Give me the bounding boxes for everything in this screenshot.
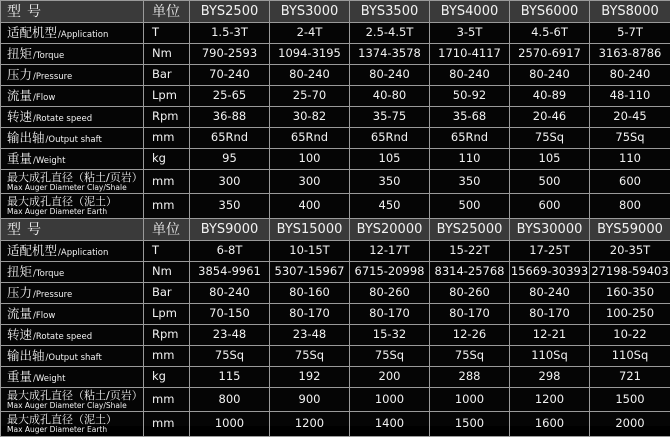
spec-label-en: Max Auger Diameter Clay/Shale — [7, 402, 143, 410]
spec-label-cn: 重量 — [7, 369, 32, 384]
model-name: BYS3000 — [270, 1, 350, 23]
spec-value: 6-8T — [190, 241, 270, 262]
spec-label-en: Max Auger Diameter Earth — [7, 208, 143, 216]
spec-value: 80-240 — [510, 65, 590, 86]
model-name: BYS4000 — [430, 1, 510, 23]
spec-value: 2-4T — [270, 23, 350, 44]
spec-label-en: /Weight — [33, 156, 65, 166]
spec-label-cn: 输出轴 — [7, 348, 45, 363]
spec-table-body — [1, 1, 670, 437]
model-name: BYS20000 — [350, 219, 430, 241]
spec-unit: mm — [144, 388, 190, 412]
spec-value: 1.5-3T — [190, 23, 270, 44]
spec-unit: Lpm — [144, 304, 190, 325]
spec-unit: Rpm — [144, 107, 190, 128]
spec-value: 80-260 — [430, 283, 510, 304]
spec-value: 600 — [590, 170, 670, 194]
unit-header-label: 单位 — [144, 1, 190, 23]
spec-unit: mm — [144, 412, 190, 437]
spec-value: 15669-30393 — [510, 262, 590, 283]
spec-value: 27198-59403 — [590, 262, 670, 283]
spec-value: 115 — [190, 367, 270, 388]
spec-value: 1600 — [510, 412, 590, 437]
spec-label-en: Max Auger Diameter Earth — [7, 426, 143, 434]
spec-unit: mm — [144, 170, 190, 194]
spec-value: 75Sq — [590, 128, 670, 149]
spec-unit: T — [144, 241, 190, 262]
spec-value: 800 — [590, 194, 670, 219]
spec-label-en: /Pressure — [33, 72, 72, 82]
spec-value: 95 — [190, 149, 270, 170]
spec-label-en: /Torque — [33, 51, 64, 61]
spec-value: 900 — [270, 388, 350, 412]
spec-value: 75Sq — [270, 346, 350, 367]
spec-row — [1, 107, 670, 128]
spec-value: 100-250 — [590, 304, 670, 325]
spec-value: 80-240 — [190, 283, 270, 304]
spec-value: 80-170 — [270, 304, 350, 325]
spec-value: 40-80 — [350, 86, 430, 107]
spec-value: 20-45 — [590, 107, 670, 128]
spec-value: 80-160 — [270, 283, 350, 304]
spec-value: 160-350 — [590, 283, 670, 304]
spec-row — [1, 44, 670, 65]
spec-value: 65Rnd — [430, 128, 510, 149]
spec-value: 23-48 — [190, 325, 270, 346]
spec-value: 298 — [510, 367, 590, 388]
spec-label — [1, 44, 144, 65]
model-name: BYS2500 — [190, 1, 270, 23]
spec-value: 2000 — [590, 412, 670, 437]
spec-value: 1200 — [270, 412, 350, 437]
spec-unit: kg — [144, 367, 190, 388]
spec-value: 200 — [350, 367, 430, 388]
spec-row — [1, 241, 670, 262]
spec-value: 350 — [350, 170, 430, 194]
spec-label-cn: 压力 — [7, 67, 32, 82]
spec-label-cn: 最大成孔直径（泥土） — [7, 414, 143, 425]
spec-value: 12-17T — [350, 241, 430, 262]
model-name: BYS3500 — [350, 1, 430, 23]
spec-row — [1, 283, 670, 304]
spec-label-cn: 最大成孔直径（粘土/页岩） — [7, 172, 143, 183]
spec-label-cn: 适配机型 — [7, 25, 57, 40]
spec-label-en: /Application — [58, 30, 108, 40]
spec-row — [1, 262, 670, 283]
spec-unit: Rpm — [144, 325, 190, 346]
spec-value: 350 — [190, 194, 270, 219]
spec-value: 1000 — [190, 412, 270, 437]
spec-row — [1, 412, 670, 437]
spec-row — [1, 325, 670, 346]
spec-row — [1, 86, 670, 107]
spec-value: 800 — [190, 388, 270, 412]
spec-value: 500 — [510, 170, 590, 194]
spec-value: 5-7T — [590, 23, 670, 44]
spec-value: 1500 — [430, 412, 510, 437]
spec-label — [1, 128, 144, 149]
spec-value: 80-240 — [350, 65, 430, 86]
spec-label-en: Max Auger Diameter Clay/Shale — [7, 184, 143, 192]
spec-unit: mm — [144, 346, 190, 367]
spec-value: 500 — [430, 194, 510, 219]
spec-label — [1, 346, 144, 367]
spec-label-cn: 最大成孔直径（泥土） — [7, 196, 143, 207]
spec-label — [1, 149, 144, 170]
spec-value: 288 — [430, 367, 510, 388]
spec-value: 105 — [510, 149, 590, 170]
spec-value: 110 — [430, 149, 510, 170]
spec-value: 80-170 — [350, 304, 430, 325]
spec-label — [1, 262, 144, 283]
model-name: BYS25000 — [430, 219, 510, 241]
model-name: BYS15000 — [270, 219, 350, 241]
spec-value: 75Sq — [510, 128, 590, 149]
spec-label-en: /Application — [58, 248, 108, 258]
spec-value: 20-35T — [590, 241, 670, 262]
spec-value: 100 — [270, 149, 350, 170]
spec-label-cn: 扭矩 — [7, 46, 32, 61]
spec-value: 1200 — [510, 388, 590, 412]
spec-value: 3854-9961 — [190, 262, 270, 283]
spec-label — [1, 170, 144, 194]
spec-value: 10-15T — [270, 241, 350, 262]
spec-label-cn: 转速 — [7, 109, 32, 124]
spec-value: 80-260 — [350, 283, 430, 304]
spec-value: 80-170 — [510, 304, 590, 325]
spec-value: 105 — [350, 149, 430, 170]
spec-label — [1, 86, 144, 107]
spec-value: 25-70 — [270, 86, 350, 107]
spec-value: 12-21 — [510, 325, 590, 346]
spec-value: 75Sq — [190, 346, 270, 367]
spec-value: 400 — [270, 194, 350, 219]
spec-label-en: /Torque — [33, 269, 64, 279]
spec-row — [1, 388, 670, 412]
spec-value: 50-92 — [430, 86, 510, 107]
spec-value: 35-75 — [350, 107, 430, 128]
spec-value: 192 — [270, 367, 350, 388]
spec-label-en: /Output shaft — [46, 353, 102, 363]
spec-row — [1, 65, 670, 86]
spec-value: 12-26 — [430, 325, 510, 346]
spec-row — [1, 128, 670, 149]
spec-value: 300 — [270, 170, 350, 194]
spec-value: 6715-20998 — [350, 262, 430, 283]
spec-value: 75Sq — [430, 346, 510, 367]
spec-value: 15-32 — [350, 325, 430, 346]
spec-value: 1000 — [350, 388, 430, 412]
spec-label — [1, 194, 144, 219]
spec-value: 3-5T — [430, 23, 510, 44]
spec-value: 2570-6917 — [510, 44, 590, 65]
spec-value: 25-65 — [190, 86, 270, 107]
spec-value: 70-240 — [190, 65, 270, 86]
spec-unit: mm — [144, 194, 190, 219]
spec-value: 110 — [590, 149, 670, 170]
spec-label — [1, 241, 144, 262]
spec-value: 40-89 — [510, 86, 590, 107]
model-name: BYS9000 — [190, 219, 270, 241]
spec-value: 48-110 — [590, 86, 670, 107]
spec-label-en: /Flow — [33, 93, 55, 103]
spec-unit: kg — [144, 149, 190, 170]
spec-value: 300 — [190, 170, 270, 194]
spec-value: 790-2593 — [190, 44, 270, 65]
spec-value: 721 — [590, 367, 670, 388]
spec-value: 65Rnd — [350, 128, 430, 149]
header-row — [1, 1, 670, 23]
spec-value: 80-240 — [590, 65, 670, 86]
spec-value: 350 — [430, 170, 510, 194]
spec-value: 65Rnd — [270, 128, 350, 149]
spec-label — [1, 412, 144, 437]
spec-value: 600 — [510, 194, 590, 219]
spec-row — [1, 149, 670, 170]
spec-value: 110Sq — [510, 346, 590, 367]
spec-label-en: /Flow — [33, 311, 55, 321]
spec-label-cn: 扭矩 — [7, 264, 32, 279]
spec-row — [1, 367, 670, 388]
spec-value: 2.5-4.5T — [350, 23, 430, 44]
model-header-label: 型号 — [1, 219, 144, 241]
spec-label-en: /Output shaft — [46, 135, 102, 145]
spec-label-cn: 流量 — [7, 88, 32, 103]
spec-unit: Bar — [144, 65, 190, 86]
spec-value: 30-82 — [270, 107, 350, 128]
spec-row — [1, 23, 670, 44]
spec-unit: mm — [144, 128, 190, 149]
spec-label-cn: 压力 — [7, 285, 32, 300]
spec-unit: T — [144, 23, 190, 44]
spec-row — [1, 346, 670, 367]
spec-label-en: /Rotate speed — [33, 114, 92, 124]
spec-label-cn: 最大成孔直径（粘土/页岩） — [7, 390, 143, 401]
spec-value: 65Rnd — [190, 128, 270, 149]
spec-row — [1, 304, 670, 325]
spec-value: 80-240 — [270, 65, 350, 86]
spec-label — [1, 107, 144, 128]
spec-value: 1500 — [590, 388, 670, 412]
spec-value: 450 — [350, 194, 430, 219]
unit-header-label: 单位 — [144, 219, 190, 241]
spec-value: 110Sq — [590, 346, 670, 367]
model-name: BYS6000 — [510, 1, 590, 23]
spec-row — [1, 170, 670, 194]
spec-value: 36-88 — [190, 107, 270, 128]
spec-label — [1, 325, 144, 346]
spec-label — [1, 23, 144, 44]
spec-label-cn: 转速 — [7, 327, 32, 342]
spec-value: 1094-3195 — [270, 44, 350, 65]
spec-label-cn: 适配机型 — [7, 243, 57, 258]
spec-label-en: /Pressure — [33, 290, 72, 300]
spec-value: 10-22 — [590, 325, 670, 346]
model-name: BYS8000 — [590, 1, 670, 23]
spec-value: 3163-8786 — [590, 44, 670, 65]
model-header-label: 型号 — [1, 1, 144, 23]
header-row — [1, 219, 670, 241]
spec-value: 1400 — [350, 412, 430, 437]
spec-label — [1, 304, 144, 325]
spec-label-en: /Weight — [33, 374, 65, 384]
model-name: BYS30000 — [510, 219, 590, 241]
spec-label — [1, 367, 144, 388]
spec-value: 1000 — [430, 388, 510, 412]
spec-value: 1710-4117 — [430, 44, 510, 65]
spec-label-en: /Rotate speed — [33, 332, 92, 342]
spec-label-cn: 重量 — [7, 151, 32, 166]
spec-value: 80-170 — [430, 304, 510, 325]
spec-unit: Nm — [144, 44, 190, 65]
spec-value: 8314-25768 — [430, 262, 510, 283]
spec-value: 1374-3578 — [350, 44, 430, 65]
spec-value: 17-25T — [510, 241, 590, 262]
spec-unit: Lpm — [144, 86, 190, 107]
spec-value: 23-48 — [270, 325, 350, 346]
spec-unit: Bar — [144, 283, 190, 304]
spec-value: 80-240 — [510, 283, 590, 304]
spec-row — [1, 194, 670, 219]
spec-label-cn: 流量 — [7, 306, 32, 321]
spec-label — [1, 65, 144, 86]
spec-label — [1, 283, 144, 304]
spec-label-cn: 输出轴 — [7, 130, 45, 145]
spec-value: 20-46 — [510, 107, 590, 128]
spec-value: 5307-15967 — [270, 262, 350, 283]
spec-value: 75Sq — [350, 346, 430, 367]
spec-label — [1, 388, 144, 412]
spec-value: 80-240 — [430, 65, 510, 86]
model-name: BYS59000 — [590, 219, 670, 241]
spec-value: 70-150 — [190, 304, 270, 325]
spec-value: 15-22T — [430, 241, 510, 262]
spec-value: 4.5-6T — [510, 23, 590, 44]
spec-value: 35-68 — [430, 107, 510, 128]
spec-unit: Nm — [144, 262, 190, 283]
